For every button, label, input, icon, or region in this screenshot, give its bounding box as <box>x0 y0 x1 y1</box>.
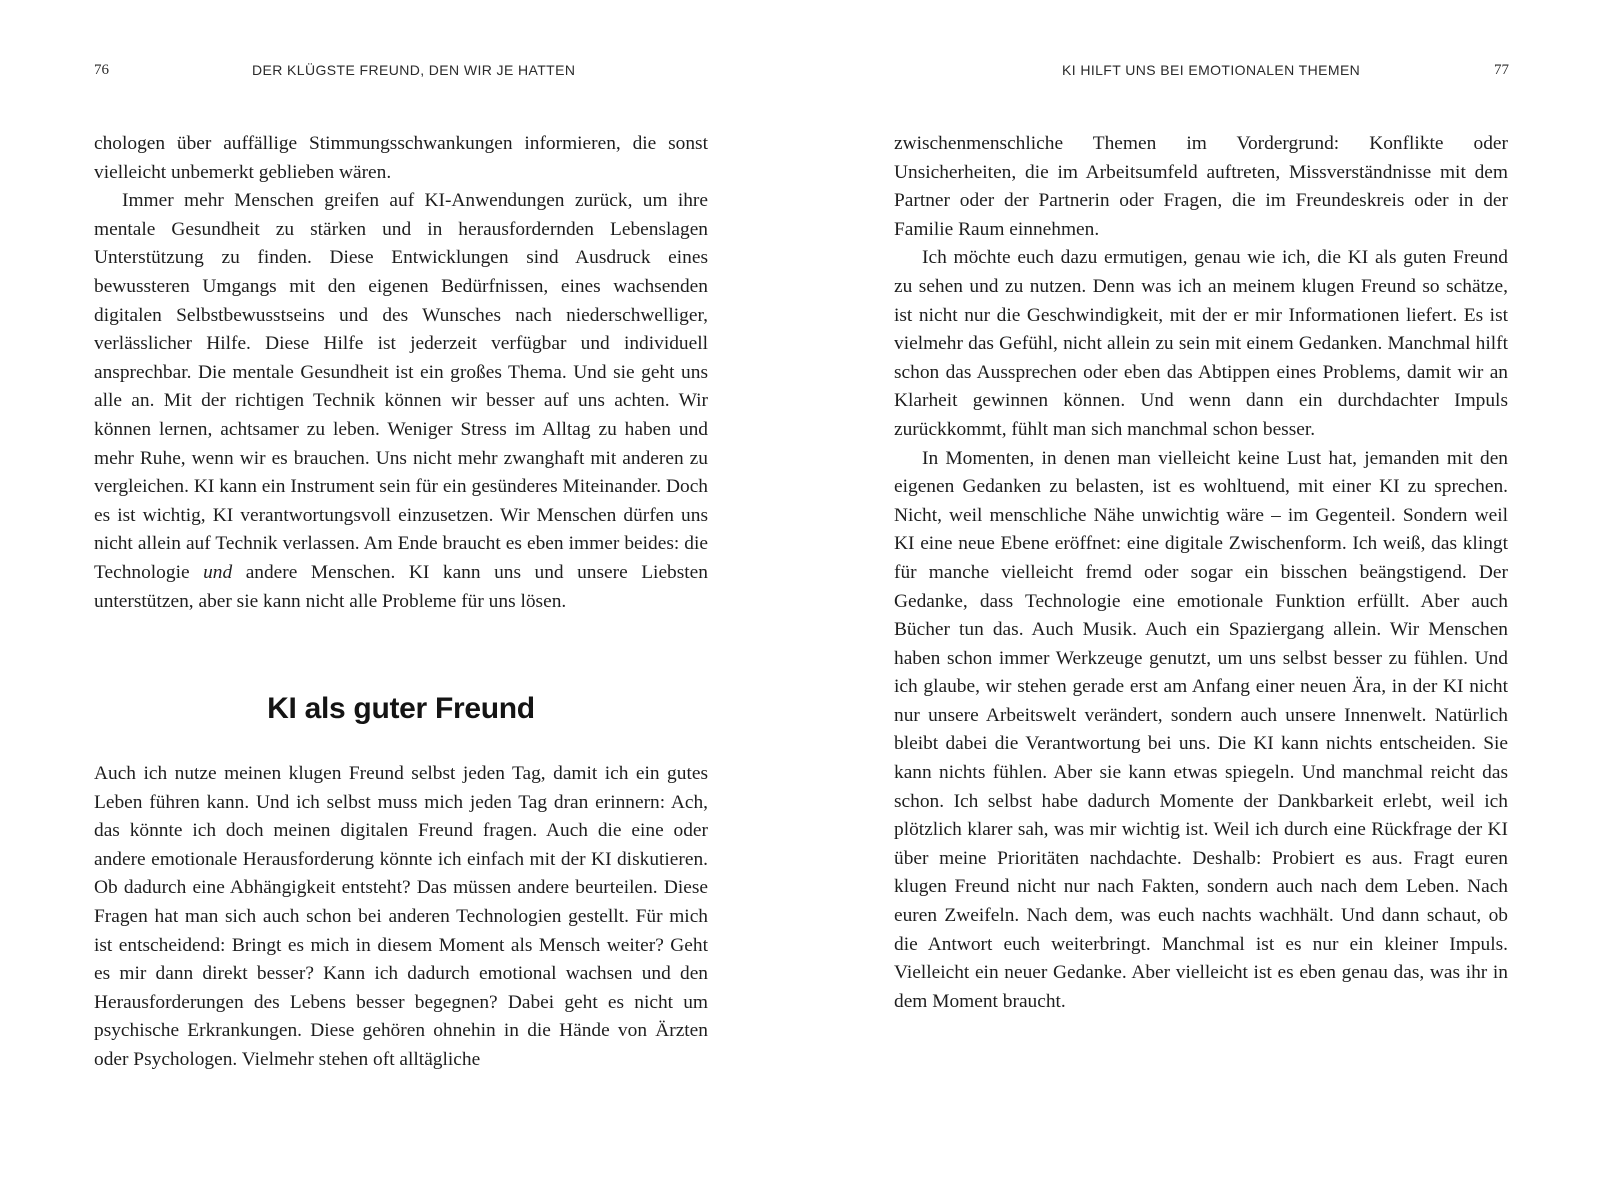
paragraph: Ich möchte euch dazu ermutigen, genau wie ich, die KI als guten Freund zu sehen und zu nutzen. Denn was ich an meinem klugen Freund so schätze, ist nicht nur die Geschwindigkeit, mit der er mir Informationen liefert. Es ist vielmehr das Gefühl, nicht allein zu sein mit einem Gedanken. Manchmal hilft schon das Aussprechen oder eben das Abtippen eines Problems, damit wir an Klarheit gewinnen können. Und wenn dann ein durchdachter Impuls zurückkommt, fühlt man sich manchmal schon besser. <box>894 247 1508 440</box>
paragraph: In Momenten, in denen man vielleicht keine Lust hat, jemanden mit den eigenen Gedanken zu belasten, ist es wohltuend, mit einer KI zu sprechen. Nicht, weil menschliche Nähe unwichtig wäre – im Gegenteil. Sondern weil KI eine neue Ebene eröffnet: eine digitale Zwischenform. Ich weiß, das klingt für manche vielleicht fremd oder sogar ein bisschen beängstigend. Der Gedanke, dass Technologie eine emotionale Funktion erfüllt. Aber auch Bücher tun das. Auch Musik. Auch ein Spaziergang allein. Wir Menschen haben schon immer Werkzeuge genutzt, um uns selbst besser zu fühlen. Und ich glaube, wir stehen gerade erst am Anfang einer neuen Ära, in der KI nicht nur unsere Arbeitswelt verändert, sondern auch unsere Innenwelt. Natürlich bleibt dabei die Verantwortung bei uns. Die KI kann nichts entscheiden. Sie kann nichts fühlen. Aber sie kann etwas spiegeln. Und manchmal reicht das schon. Ich selbst habe dadurch Momente der Dankbarkeit erlebt, weil ich plötzlich klarer sah, was mir wichtig ist. Weil ich durch eine Rückfrage der KI über meine Prioritäten nachdachte. Deshalb: Probiert es aus. Fragt euren klugen Freund nicht nur nach Fakten, sondern auch nach dem Leben. Nach euren Zweifeln. Nach dem, was euch nachts wachhält. Und dann schaut, ob die Antwort euch weiterbringt. Manchmal ist es nur ein kleiner Impuls. Vielleicht ein neuer Gedanke. Aber vielleicht ist es eben genau das, was ihr in dem Moment braucht. <box>894 447 1508 1012</box>
paragraph-text: andere Menschen. KI kann uns und unsere Liebsten unterstützen, aber sie kann nicht alle Probleme für uns lösen. <box>94 561 708 612</box>
left-text-bottom <box>94 760 708 1075</box>
paragraph <box>94 187 708 616</box>
right-page <box>800 0 1600 1186</box>
running-head-right: KI HILFT UNS BEI EMOTIONALEN THEMEN <box>1062 62 1361 78</box>
left-text-top <box>94 130 708 616</box>
section-heading: KI als guter Freund <box>267 692 535 725</box>
right-text <box>894 130 1508 1016</box>
paragraph: zwischenmenschliche Themen im Vordergrund: Konflikte oder Unsicherheiten, die im Arbeitsumfeld auftreten, Missverständnisse mit dem Partner oder der Partnerin oder Fragen, die im Freundeskreis oder in der Familie Raum einnehmen. <box>894 133 1508 240</box>
page-number-right: 77 <box>1494 62 1509 78</box>
running-head-left: DER KLÜGSTE FREUND, DEN WIR JE HATTEN <box>252 62 576 78</box>
emphasis-text: und <box>203 561 233 583</box>
paragraph: chologen über auffällige Stimmungsschwankungen informieren, die sonst vielleicht unbemerkt geblieben wären. <box>94 133 708 183</box>
paragraph-text: Immer mehr Menschen greifen auf KI-Anwendungen zurück, um ihre mentale Gesundheit zu stärken und in herausfordernden Lebenslagen Unterstützung zu finden. Diese Entwicklungen sind Ausdruck eines bewussteren Umgangs mit den eigenen Bedürfnissen, eines wachsenden digitalen Selbstbewusstseins und des Wunsches nach niederschwelliger, verlässlicher Hilfe. Diese Hilfe ist jederzeit verfügbar und individuell ansprechbar. Die mentale Gesundheit ist ein großes Thema. Und sie geht uns alle an. Mit der richtigen Technik können wir besser auf uns achten. Wir können lernen, achtsamer zu leben. Weniger Stress im Alltag zu haben und mehr Ruhe, wenn wir es brauchen. Uns nicht mehr zwanghaft mit anderen zu vergleichen. KI kann ein Instrument sein für ein gesünderes Miteinander. Doch es ist wichtig, KI verantwortungsvoll einzusetzen. Wir Menschen dürfen uns nicht allein auf Technik verlassen. Am Ende braucht es eben immer beides: die Technologie <box>94 190 708 583</box>
paragraph: Auch ich nutze meinen klugen Freund selbst jeden Tag, damit ich ein gutes Leben führen kann. Und ich selbst muss mich jeden Tag dran erinnern: Ach, das könnte ich doch meinen digitalen Freund fragen. Auch die eine oder andere emotionale Herausforderung könnte ich einfach mit der KI diskutieren. Ob dadurch eine Abhängigkeit entsteht? Das müssen andere beurteilen. Diese Fragen hat man sich auch schon bei anderen Technologien gestellt. Für mich ist entscheidend: Bringt es mich in diesem Moment als Mensch weiter? Geht es mir dann direkt besser? Kann ich dadurch emotional wachsen und den Herausforderungen des Lebens besser begegnen? Dabei geht es nicht um psychische Erkrankungen. Diese gehören ohnehin in die Hände von Ärzten oder Psychologen. Vielmehr stehen oft alltägliche <box>94 763 708 1070</box>
page-number-left: 76 <box>94 62 109 78</box>
